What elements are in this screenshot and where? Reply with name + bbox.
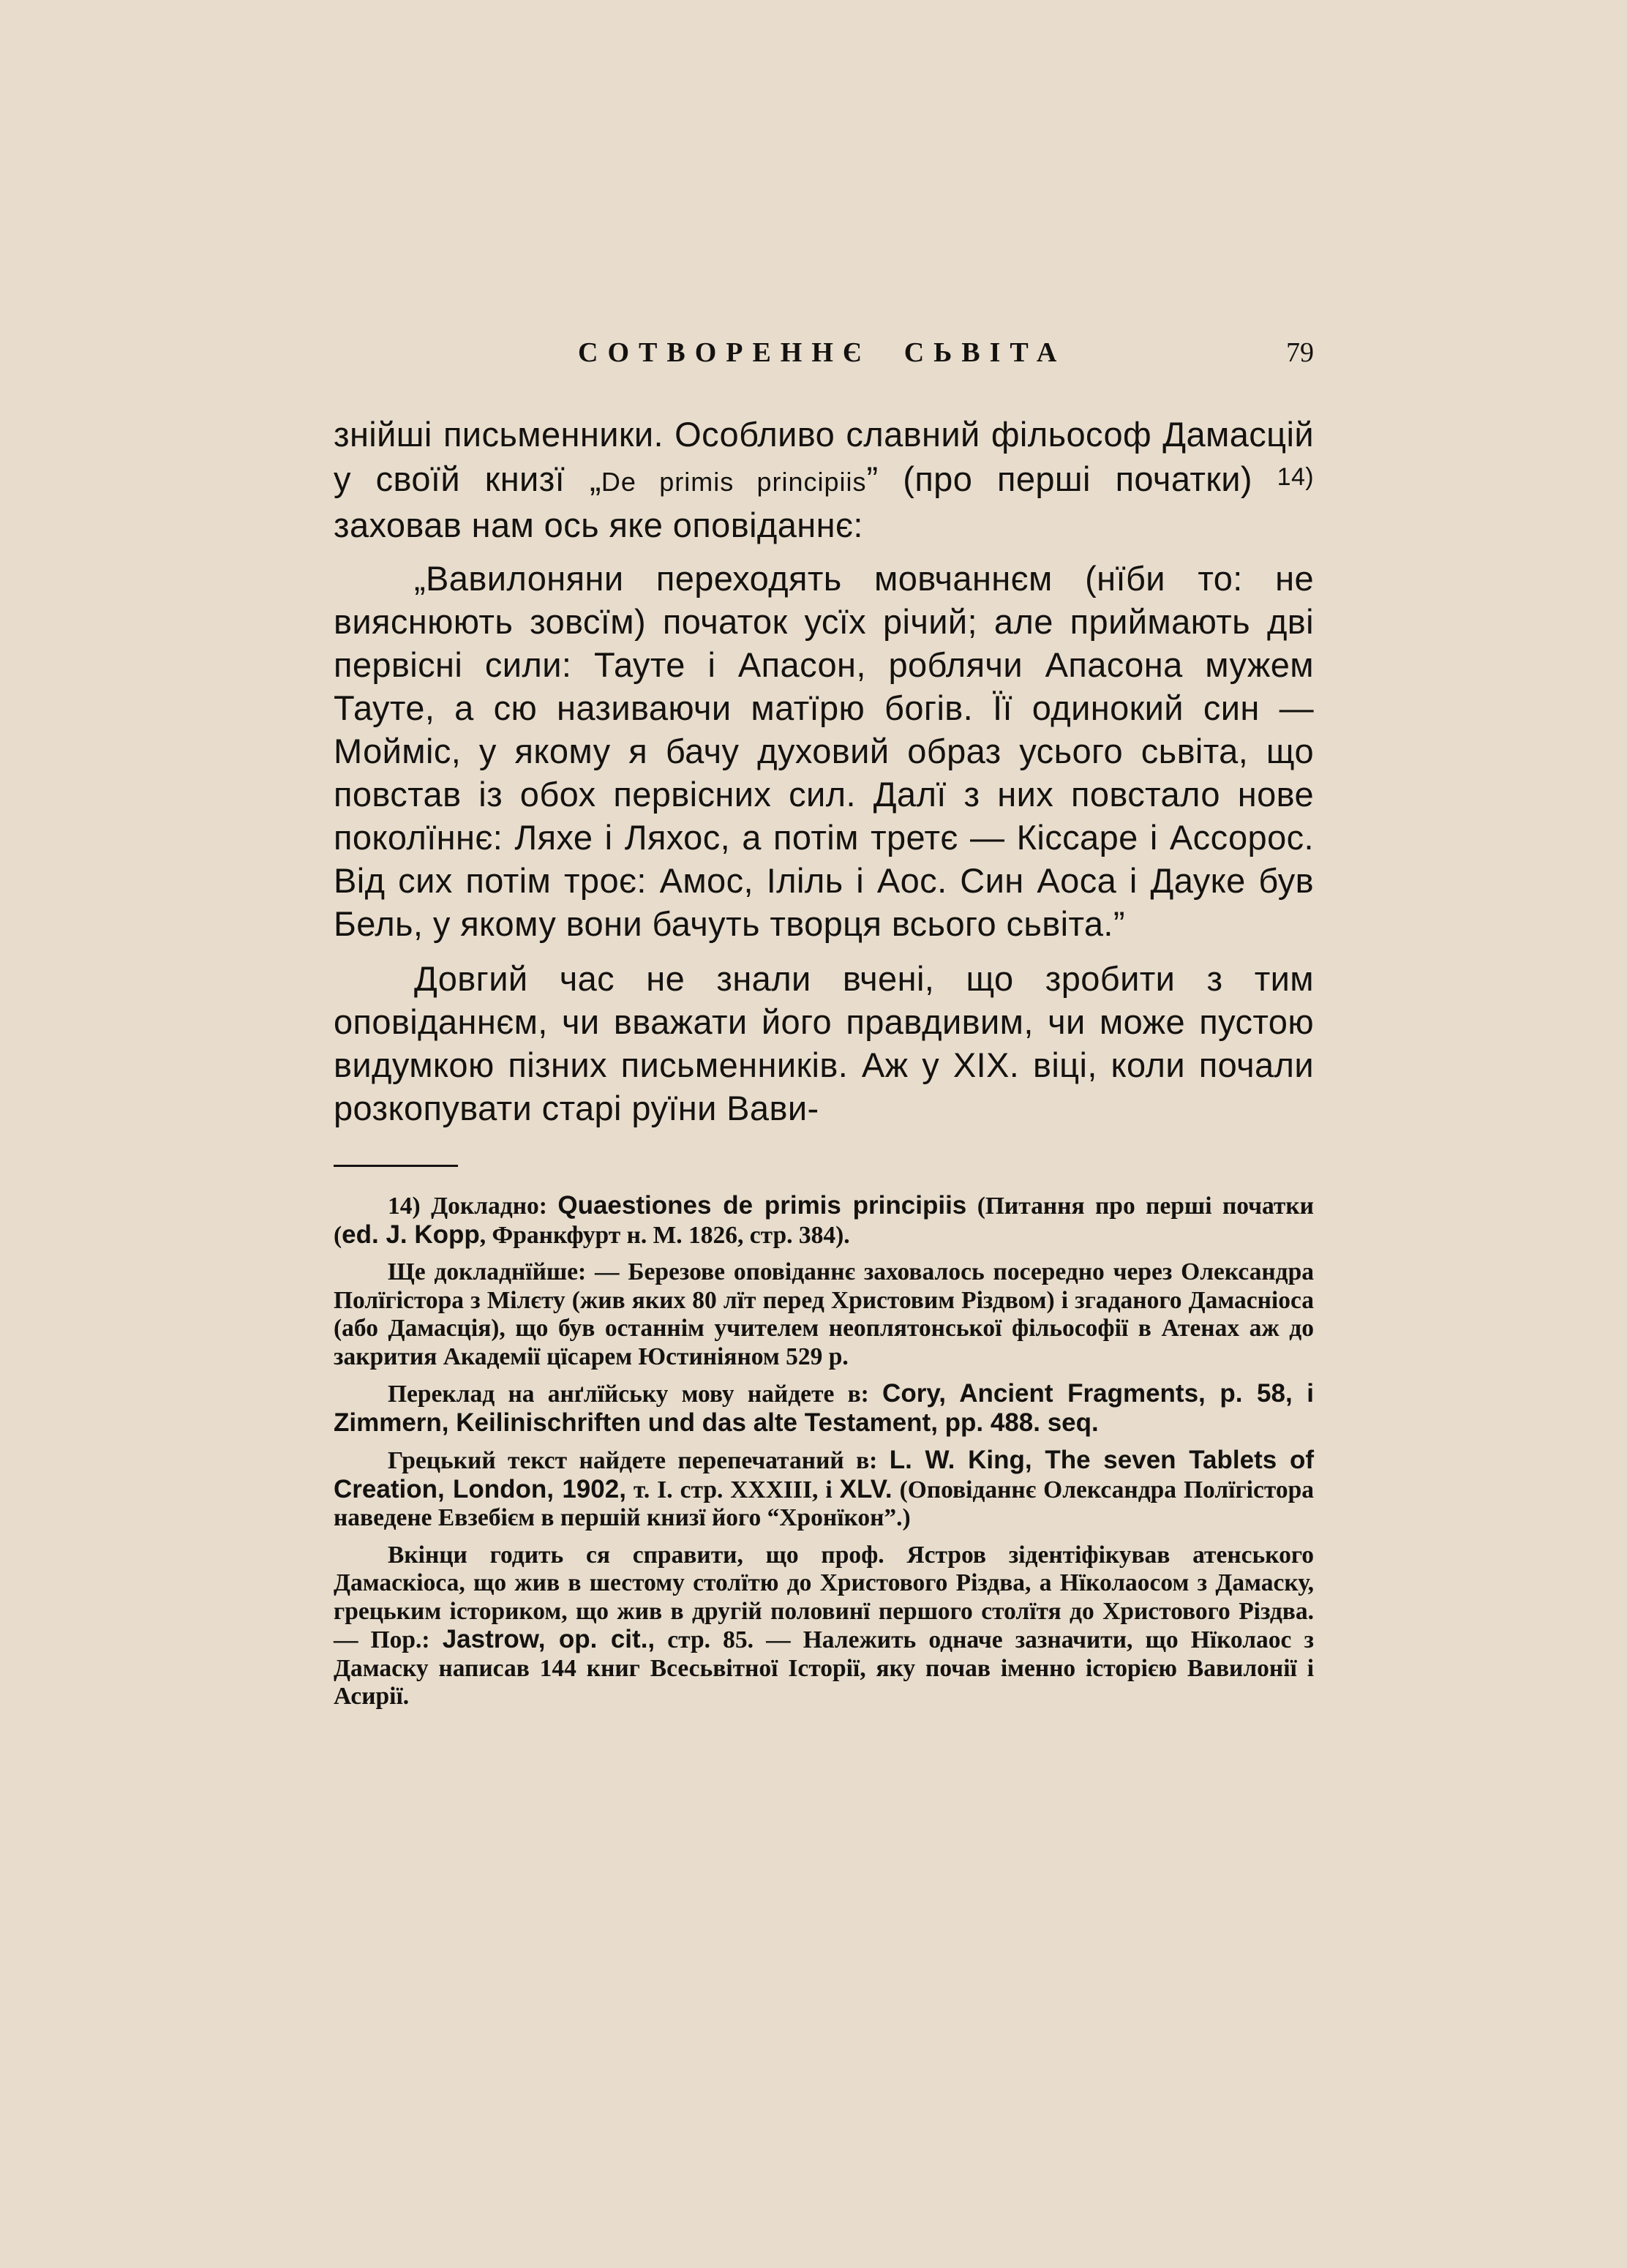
footnote-3-a: Переклад на анґлїйську мову найдете в: xyxy=(388,1381,883,1408)
paragraph-3: Довгий час не знали вчені, що зробити з тим оповіданнєм, чи вважати його правдивим, чи може пустою видумкою пізних письменників. Аж у XIX. віці, коли почали розкопувати старі руїни Вави- xyxy=(334,959,1314,1127)
footnote-4-c: (Оповіданнє Олександра Полїгістора наведене Евзебієм в першій книзї його “Хронїкон”.) xyxy=(334,1476,1315,1531)
footnote-1 xyxy=(334,1192,1314,1250)
page-number: 79 xyxy=(1286,337,1314,368)
footnote-5 xyxy=(334,1542,1314,1711)
footnote-1-b: (Питання про перші початки ( xyxy=(334,1193,1314,1249)
footnote-2: Ще докладнїйше: — Березове оповіданнє заховалось посередно через Олександра Полїгістора з Мілєту (жив яких 80 лїт перед Христовим Різдвом) і згаданого Дамасніоса (або Дамасція), що був останнім учителем неоплятонської фільософії в Атенах аж до закрития Академії цїсарем Юстиніяном 529 р. xyxy=(334,1258,1314,1370)
footnote-5-latin: Jastrow, op. cit., xyxy=(442,1625,655,1653)
footnotes xyxy=(334,1192,1314,1711)
footnote-1-latin: Quaestiones de primis principiis xyxy=(557,1191,967,1220)
footnote-5-b: стр. 85. — Належить одначе зазначити, що Нїколаос з Дамаску написав 144 книг Всесьвітної Історії, яку почав іменно історією Вавилонії і Асирії. xyxy=(334,1626,1314,1710)
chapter-title: СОТВОРЕННЄ СЬВІТА xyxy=(578,337,1067,368)
footnote-reference: 14) xyxy=(1277,463,1314,491)
footnote-4-a: Грецький текст найдете перепечатаний в: xyxy=(388,1447,890,1474)
footnote-3 xyxy=(334,1380,1314,1438)
main-text xyxy=(334,413,1314,1130)
paragraph-1-text-b: ” (про перші початки) xyxy=(866,459,1277,498)
paragraph-1-text-c: заховав нам ось яке оповіданнє: xyxy=(334,506,863,544)
footnote-1-c: , Франкфурт н. М. 1826, стр. 384). xyxy=(479,1221,850,1249)
paragraph-1-text-a: знійші письменники. Особливо славний фільософ Дамасцій у своїй книзї „ xyxy=(334,415,1314,498)
paragraph-1 xyxy=(334,413,1314,547)
footnote-4 xyxy=(334,1446,1314,1533)
footnote-divider xyxy=(334,1165,458,1167)
footnote-4-latin-2: XLV. xyxy=(839,1474,893,1503)
footnote-3-latin: Cory, Ancient Fragments, p. 58, i Zimmern, Keilinischriften und das alte Testament, pp. 488. seq. xyxy=(334,1379,1315,1437)
latin-title: De primis principiis xyxy=(601,467,867,497)
footnote-1-a: 14) Докладно: xyxy=(388,1193,558,1220)
quote-paragraph: „Вавилоняни переходять мовчаннєм (нїби то: не вияснюють зовсїм) початок усїх річий; але приймають дві первісні сили: Тауте і Апасон, роблячи Апасона мужем Тауте, а сю називаючи матїрю богів. Її одинокий син — Мойміс, у якому я бачу духовий образ усього сьвіта, що повстав із обох первісних сил. Далї з них повстало нове поколїннє: Ляхе і Ляхос, а потім третє — Кіссаре і Ассорос. Від сих потім троє: Амос, Іліль і Аос. Син Аоса і Дауке був Бель, у якому вони бачуть творця всього сьвіта.” xyxy=(334,559,1314,943)
running-header xyxy=(334,337,1314,380)
footnote-4-latin: L. W. King, The seven Tablets of Creation, London, 1902, xyxy=(334,1446,1314,1503)
book-page xyxy=(334,337,1314,1720)
footnote-4-b: т. I. стр. XXXIII, і xyxy=(625,1476,840,1503)
footnote-1-latin-2: ed. J. Kopp xyxy=(342,1220,480,1249)
footnote-5-a: Вкінци годить ся справити, що проф. Ястров зідентіфікував атенського Дамаскіоса, що жив в шестому столїтю до Христового Різдва, а Нїколаосом з Дамаску, грецьким істориком, що жив в другій половинї першого столїтя до Христового Різдва. — Пор.: xyxy=(334,1541,1314,1653)
